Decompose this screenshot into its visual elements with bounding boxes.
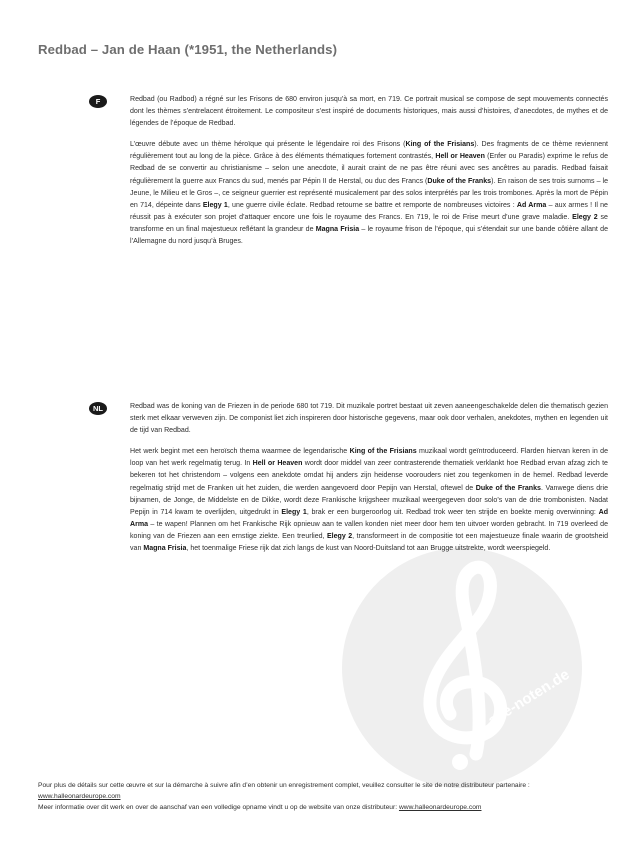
nl-paragraph-1: Redbad was de koning van de Friezen in de periode 680 tot 719. Dit muzikale portret bestaat uit zeven aaneengeschakelde delen die thematisch gezien sterk met elkaar verweven zijn. De componist liet zich inspireren door historische gegevens, maar ook door verhalen, anekdotes, mythen en legenden uit de tijd van Redbad. xyxy=(130,403,608,435)
page-title: Redbad – Jan de Haan (*1951, the Netherlands) xyxy=(38,42,338,57)
fr-paragraph-2: L’œuvre débute avec un thème héroïque qui présente le légendaire roi des Frisons (King of the Frisians). Des fragments de ce thème reviennent régulièrement tout au long de la pièce. Grâce à des éléments thématiques fortement contrastés, Hell or Heaven (Enfer ou Paradis) exprime le refus de Redbad de se convertir au christianisme – selon une anecdote, il aurait craint de ne pas être réuni avec ses ancêtres au paradis. Redbad faisait régulièrement la guerre aux Francs du sud, menés par Pépin II de Herstal, ou duc des Francs (Duke of the Franks). En raison de ses trois surnoms – le Jeune, le Milieu et le Gros –, ce seigneur guerrier est représenté musicalement par des solos interprétés par les trois trombones. Après la mort de Pépin en 714, dépeinte dans Elegy 1, une guerre civile éclate. Redbad retourne se battre et remporte de nombreuses victoires : Ad Arma – aux armes ! Il ne réussit pas à exécuter son projet d’attaquer encore une fois le royaume des Francs. En 719, le roi de Frise meurt d’une grave maladie. Elegy 2 se transforme en un final majestueux reflétant la grandeur de Magna Frisia – le royaume frison de l’époque, qui s’étendait sur une bande côtière allant de l’Allemagne du nord jusqu’à Bruges. xyxy=(130,141,609,246)
dutch-section xyxy=(130,401,608,564)
fr-paragraph-1: Redbad (ou Radbod) a régné sur les Frisons de 680 environ jusqu’à sa mort, en 719. Ce portrait musical se compose de sept mouvements connectés dont les thèmes s’entrelacent étroitement. Le compositeur s’est inspiré de documents historiques, mais aussi d’histoires, d’anecdotes, de mythes et de légendes de l’époque de Redbad. xyxy=(130,96,608,128)
distributor-link-nl[interactable]: www.halleonardeurope.com xyxy=(398,804,482,811)
treble-clef-watermark xyxy=(342,548,582,788)
nl-paragraph-2: Het werk begint met een heroïsch thema waarmee de legendarische King of the Frisians muzikaal wordt geïntroduceerd. Flarden hiervan keren in de loop van het werk regelmatig terug. In Hell or Heaven wordt door middel van zeer contrasterende thematiek verklankt hoe Redbad ervan afzag zich te bekeren tot het christendom – volgens een anekdote omdat hij anders zijn heidense voorouders niet zou tegenkomen in de hemel. Redbad leverde regelmatig strijd met de Franken uit het zuiden, die werden aangevoerd door Pepijn van Herstal, oftewel de Duke of the Franks. Vanwege diens drie bijnamen, de Jonge, de Middelste en de Dikke, wordt deze Frankische krijgsheer muzikaal weergegeven door solo’s van de drie trombonisten. Nadat Pepijn in 714 kwam te overlijden, uitgedrukt in Elegy 1, brak er een burgeroorlog uit. Redbad trok weer ten strijde en boekte menig overwinning: Ad Arma – te wapen! Plannen om het Frankische Rijk opnieuw aan te vallen konden niet meer door hem ten uitvoer worden gebracht. In 719 overleed de koning van de Friezen aan een ernstige ziekte. Een treurlied, Elegy 2, transformeert in de compositie tot een majestueuze finale waarin de grootsheid van Magna Frisia, het toenmalige Friese rijk dat zich langs de kust van Noord-Duitsland tot aan Brugge uitstrekte, wordt weerspiegeld. xyxy=(130,448,609,553)
french-section xyxy=(130,94,608,257)
footer xyxy=(38,780,610,813)
distributor-link-fr[interactable]: www.halleonardeurope.com xyxy=(38,793,121,800)
footer-fr: Pour plus de détails sur cette œuvre et sur la démarche à suivre afin d’en obtenir un enregistrement complet, veuillez consulter le site de notre distributeur partenaire : www.halleonardeurope.com xyxy=(38,782,530,800)
language-badge-nl: NL xyxy=(89,402,107,415)
footer-nl: Meer informatie over dit werk en over de aanschaf van een volledige opname vindt u op de website van onze distributeur: www.halleonardeurope.com xyxy=(38,804,482,811)
language-badge-fr: F xyxy=(89,95,107,108)
watermark-text: alle-noten.de xyxy=(485,665,573,730)
